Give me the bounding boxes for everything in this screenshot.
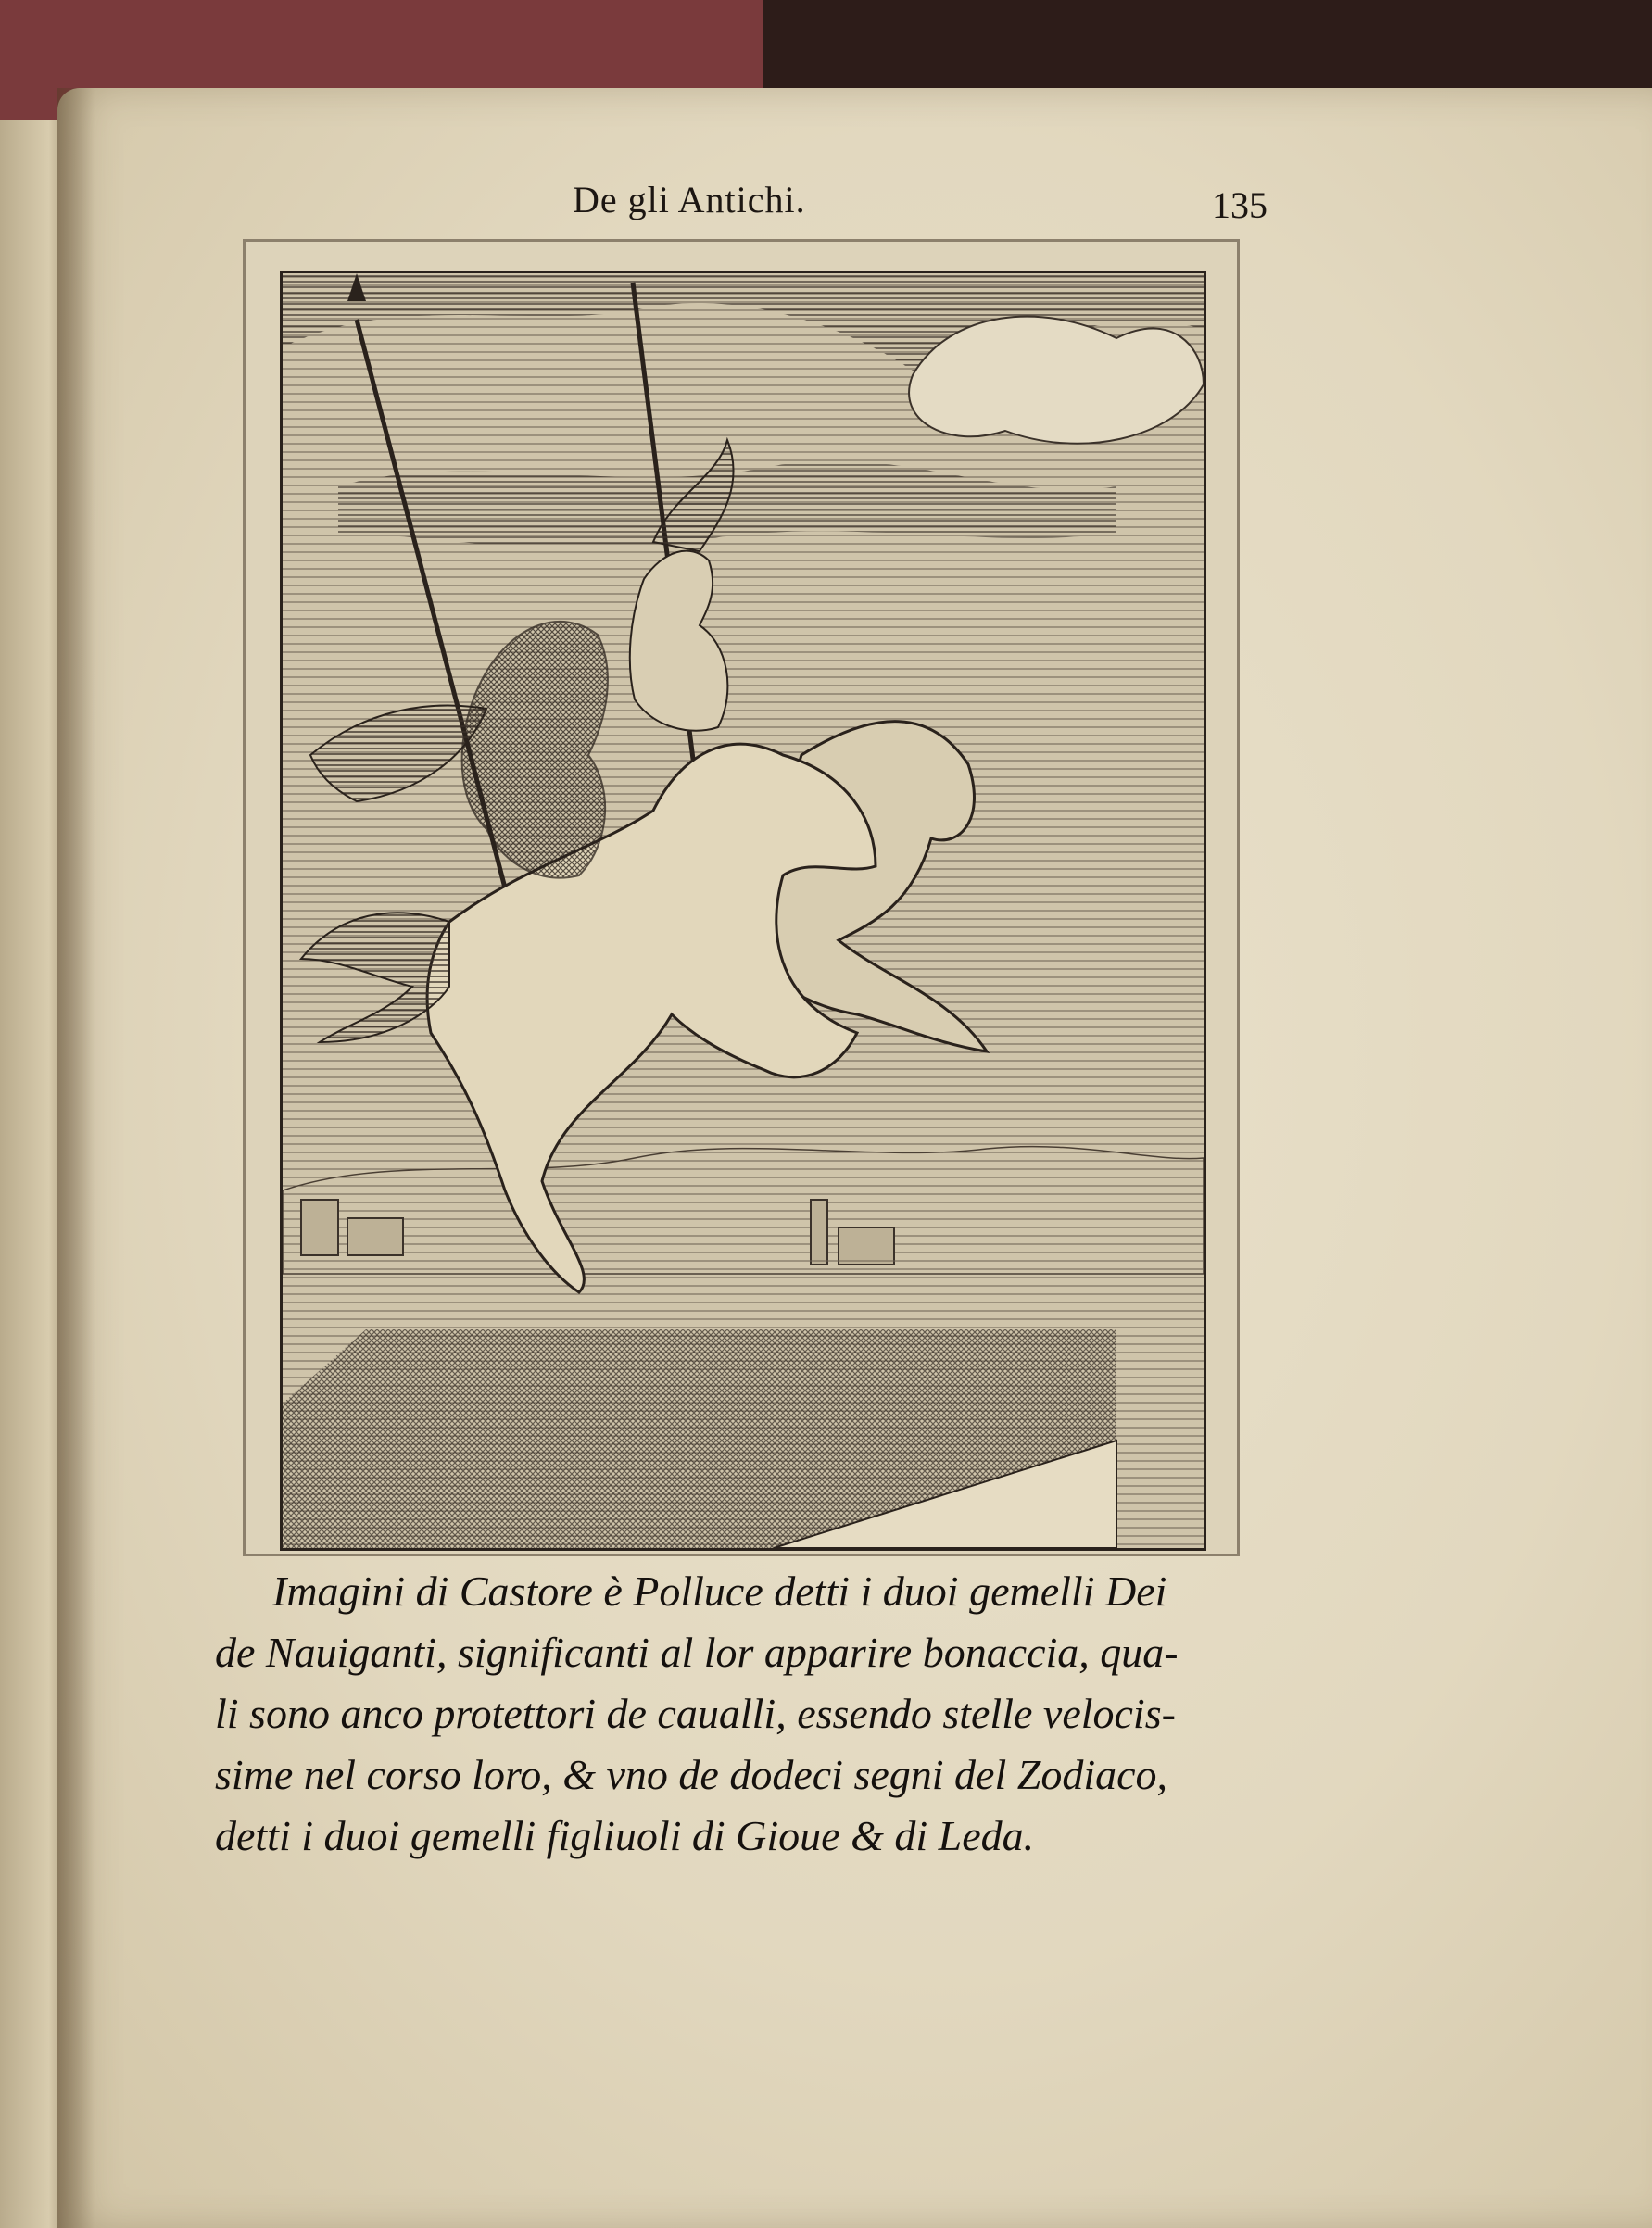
engraving-illustration — [283, 273, 1204, 1548]
engraving-castor-pollux — [280, 271, 1206, 1551]
running-head: De gli Antichi. — [573, 179, 806, 220]
caption-line: li sono anco protettori de caualli, essendo stelle velocis- — [215, 1690, 1176, 1737]
cloud-bright — [909, 317, 1204, 444]
caption-line: de Nauiganti, significanti al lor apparire bonaccia, qua- — [215, 1629, 1179, 1676]
caption-line: Imagini di Castore è Polluce detti i duoi gemelli Dei — [272, 1567, 1167, 1615]
caption-line: sime nel corso loro, & vno de dodeci segni del Zodiaco, — [215, 1751, 1168, 1798]
engraving-caption — [215, 1561, 1280, 1867]
page-gutter — [57, 88, 95, 2228]
caption-line: detti i duoi gemelli figliuoli di Gioue & di Leda. — [215, 1812, 1035, 1859]
rider-pollux — [630, 551, 728, 731]
page-number: 135 — [1212, 184, 1267, 226]
